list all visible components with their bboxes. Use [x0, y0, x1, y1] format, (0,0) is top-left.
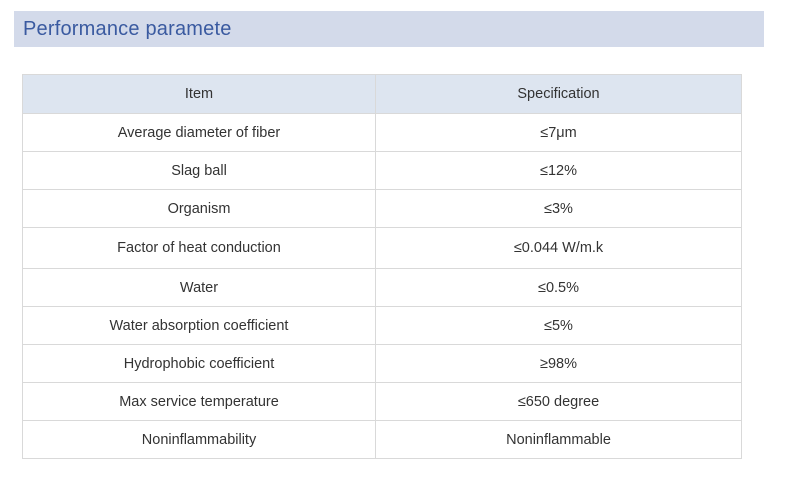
section-header	[14, 11, 764, 47]
performance-table	[22, 74, 742, 459]
table-row	[23, 307, 742, 345]
table-row	[23, 152, 742, 190]
item-cell: Average diameter of fiber	[23, 114, 376, 152]
item-cell: Hydrophobic coefficient	[23, 345, 376, 383]
item-cell: Factor of heat conduction	[23, 228, 376, 269]
item-cell: Noninflammability	[23, 421, 376, 459]
spec-cell: ≤12%	[376, 152, 742, 190]
column-header-specification: Specification	[376, 75, 742, 114]
item-cell: Water	[23, 269, 376, 307]
section-title: Performance paramete	[23, 17, 232, 40]
spec-cell: ≤3%	[376, 190, 742, 228]
table-row	[23, 114, 742, 152]
table-row	[23, 383, 742, 421]
column-header-item: Item	[23, 75, 376, 114]
table-row	[23, 345, 742, 383]
spec-cell: ≤0.5%	[376, 269, 742, 307]
spec-cell: ≤650 degree	[376, 383, 742, 421]
item-cell: Slag ball	[23, 152, 376, 190]
table-row	[23, 269, 742, 307]
item-cell: Organism	[23, 190, 376, 228]
spec-cell: ≤7μm	[376, 114, 742, 152]
spec-cell: ≤0.044 W/m.k	[376, 228, 742, 269]
table-row	[23, 190, 742, 228]
spec-cell: ≤5%	[376, 307, 742, 345]
table-row	[23, 228, 742, 269]
item-cell: Water absorption coefficient	[23, 307, 376, 345]
table-row	[23, 421, 742, 459]
table-header-row	[23, 75, 742, 114]
item-cell: Max service temperature	[23, 383, 376, 421]
spec-cell: Noninflammable	[376, 421, 742, 459]
spec-cell: ≥98%	[376, 345, 742, 383]
